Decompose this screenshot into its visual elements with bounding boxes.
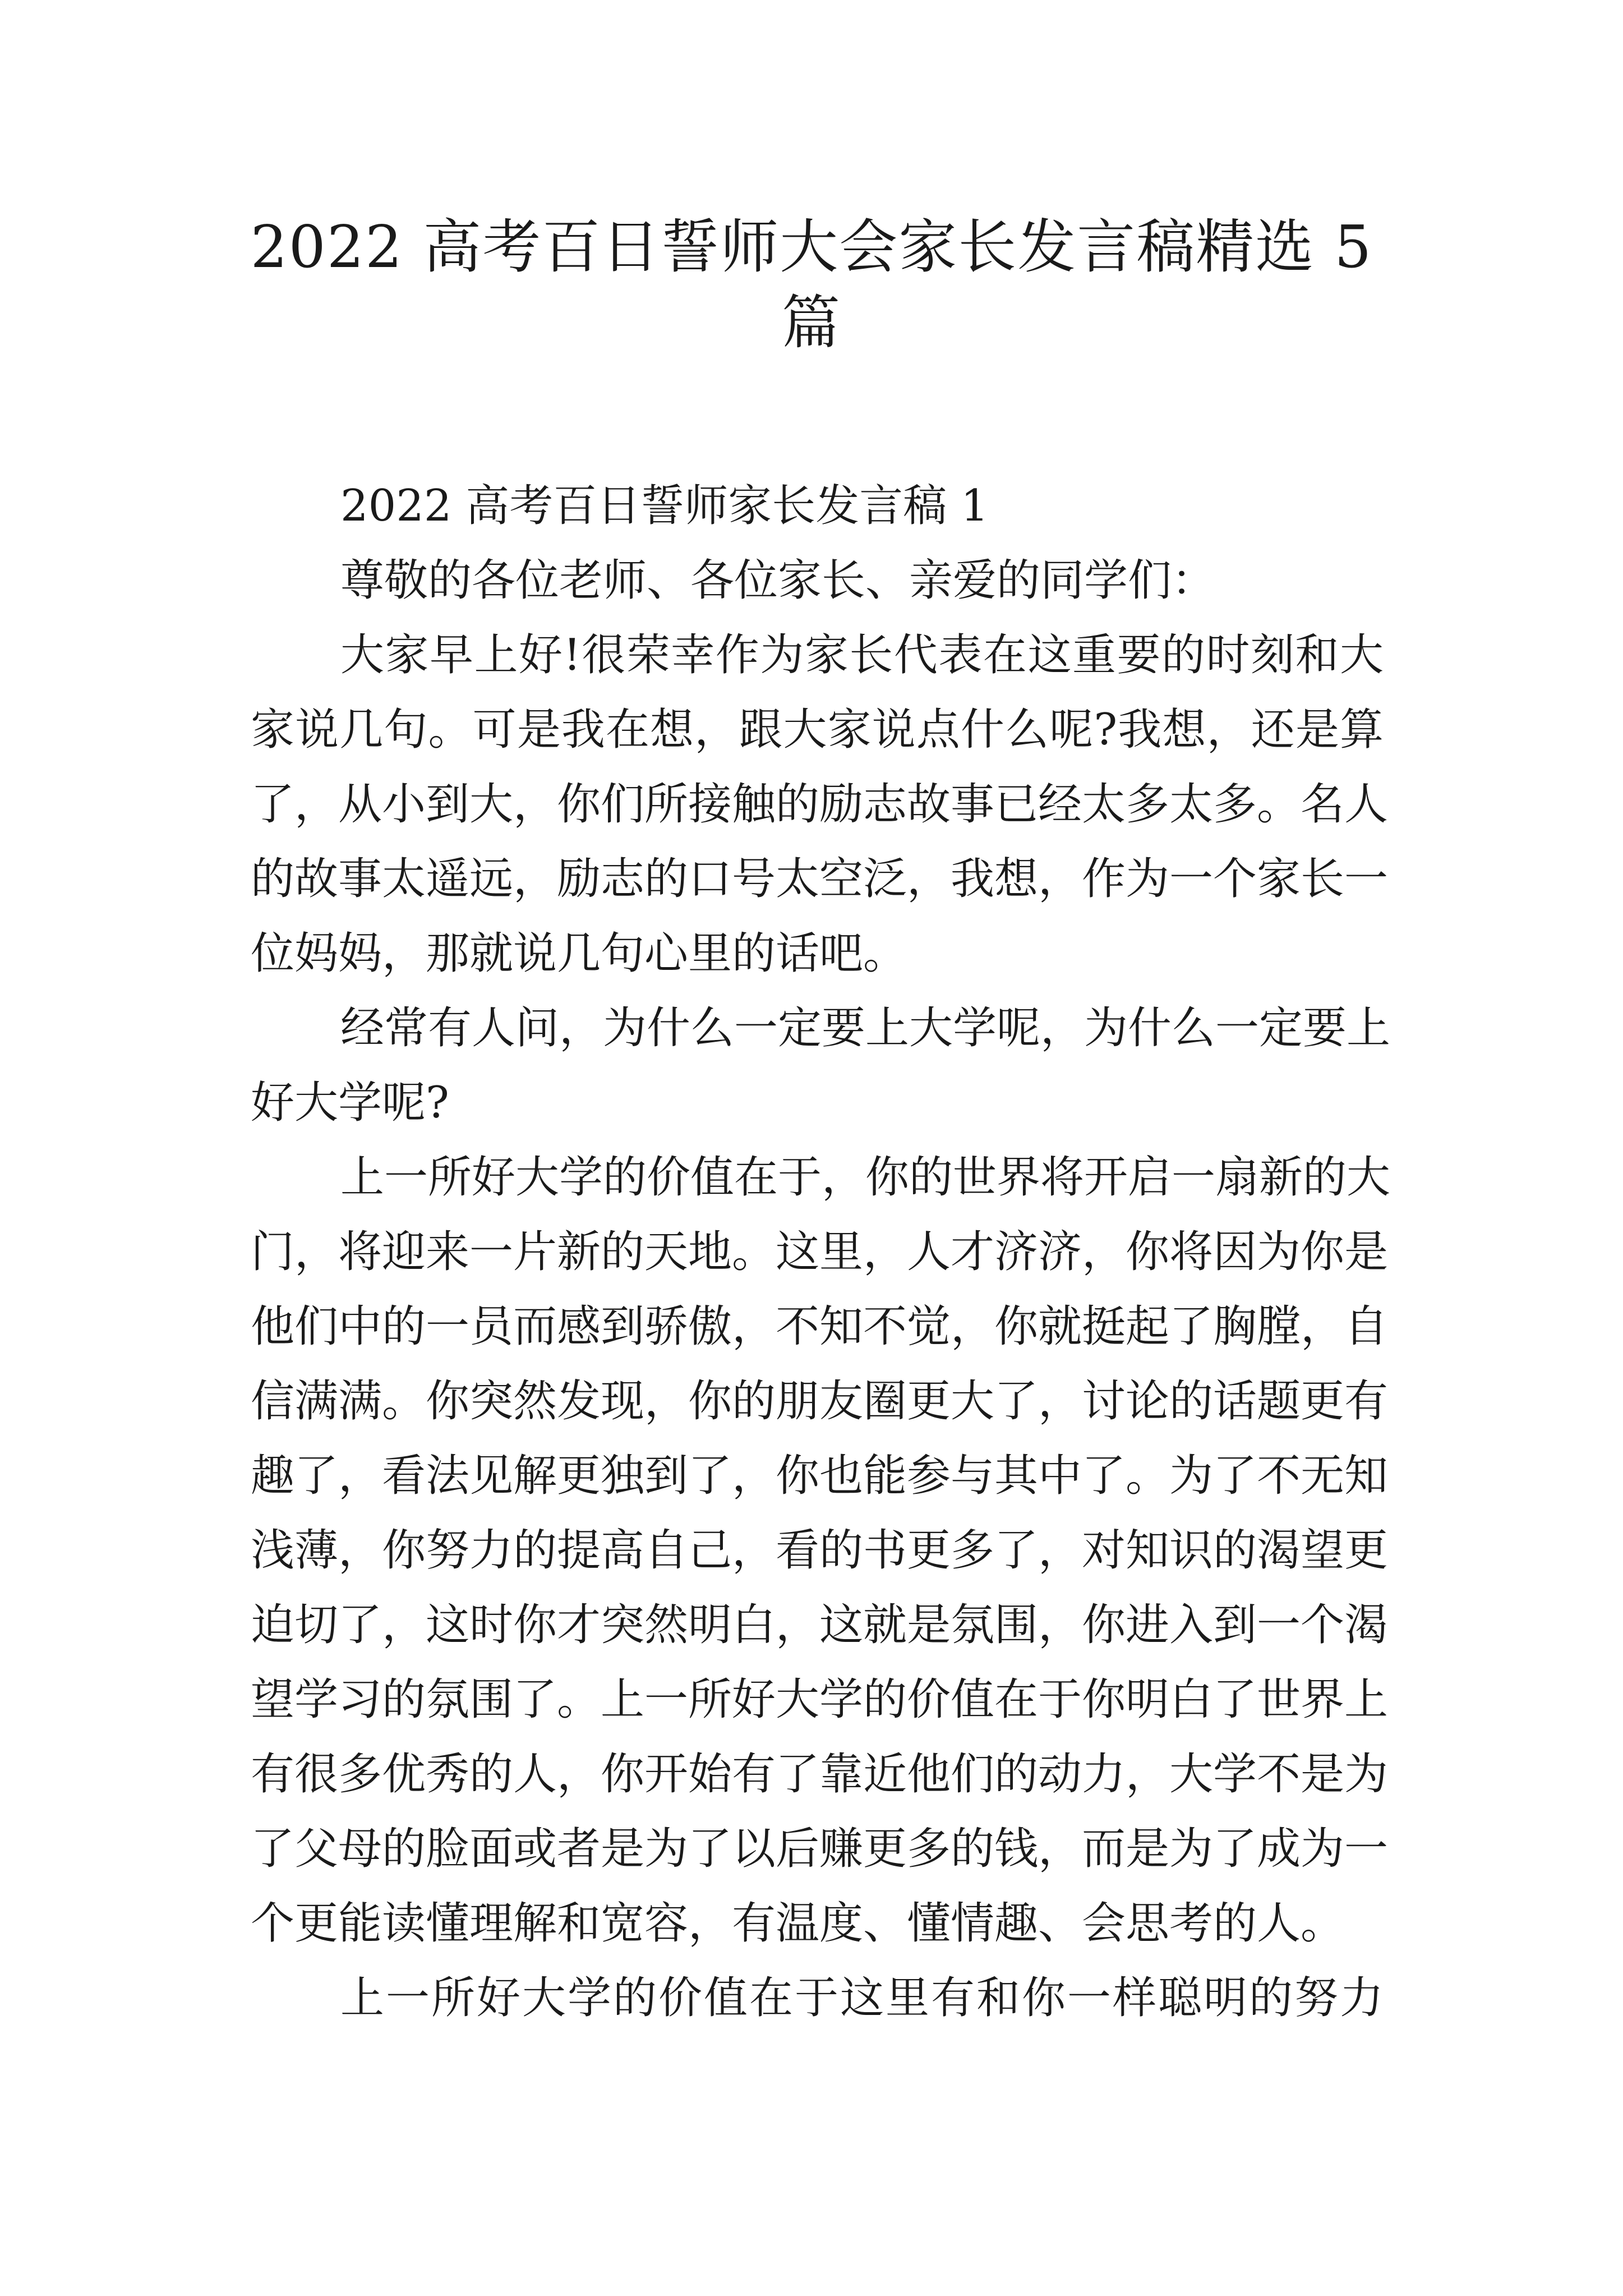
paragraph-3-line-4: 信满满。你突然发现，你的朋友圈更大了，讨论的话题更有 <box>251 1376 1389 1427</box>
paragraph-3-line-2: 门，将迎来一片新的天地。这里，人才济济，你将因为你是 <box>251 1227 1389 1277</box>
paragraph-4-line-1: 上一所好大学的价值在于这里有和你一样聪明的努力 <box>340 1973 1384 2023</box>
paragraph-3-line-3: 他们中的一员而感到骄傲，不知不觉，你就挺起了胸膛，自 <box>251 1301 1389 1352</box>
paragraph-3-line-1: 上一所好大学的价值在于，你的世界将开启一扇新的大 <box>340 1152 1391 1203</box>
document-title-line-2: 篇 <box>781 288 841 357</box>
paragraph-1-line-5: 位妈妈，那就说几句心里的话吧。 <box>251 928 907 979</box>
paragraph-3-line-5: 趣了，看法见解更独到了，你也能参与其中了。为了不无知 <box>251 1451 1389 1501</box>
paragraph-3-line-7: 迫切了，这时你才突然明白，这就是氛围，你进入到一个渴 <box>251 1600 1389 1650</box>
paragraph-1-line-1: 大家早上好!很荣幸作为家长代表在这重要的时刻和大 <box>340 630 1384 680</box>
paragraph-3-line-9: 有很多优秀的人，你开始有了靠近他们的动力，大学不是为 <box>251 1749 1389 1800</box>
paragraph-1-line-2: 家说几句。可是我在想，跟大家说点什么呢?我想，还是算 <box>251 705 1384 755</box>
paragraph-3-line-10: 了父母的脸面或者是为了以后赚更多的钱，而是为了成为一 <box>251 1824 1389 1874</box>
paragraph-2-line-1: 经常有人问，为什么一定要上大学呢，为什么一定要上 <box>340 1003 1391 1053</box>
document-title-line-1: 2022 高考百日誓师大会家长发言稿精选 5 <box>250 213 1373 281</box>
paragraph-1-line-4: 的故事太遥远，励志的口号太空泛，我想，作为一个家长一 <box>251 854 1389 904</box>
paragraph-1-line-3: 了，从小到大，你们所接触的励志故事已经太多太多。名人 <box>251 779 1389 830</box>
paragraph-3-line-6: 浅薄，你努力的提高自己，看的书更多了，对知识的渴望更 <box>251 1525 1389 1576</box>
section-heading: 2022 高考百日誓师家长发言稿 1 <box>340 481 989 531</box>
paragraph-3-line-11: 个更能读懂理解和宽容，有温度、懂情趣、会思考的人。 <box>251 1898 1345 1949</box>
document-body <box>251 469 1391 2036</box>
paragraph-3-line-8: 望学习的氛围了。上一所好大学的价值在于你明白了世界上 <box>251 1674 1389 1725</box>
paragraph-2-line-2: 好大学呢? <box>251 1078 449 1128</box>
greeting-line: 尊敬的各位老师、各位家长、亲爱的同学们： <box>340 555 1216 606</box>
